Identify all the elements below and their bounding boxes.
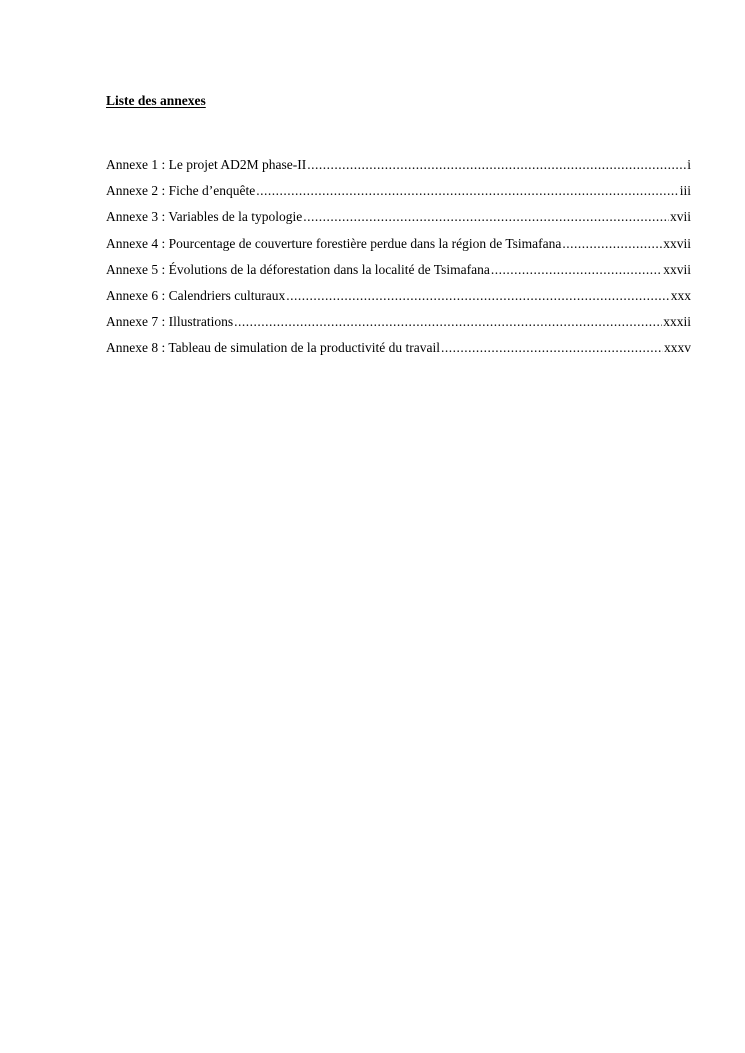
annex-entry-2[interactable] (106, 181, 691, 207)
annex-page-number: xxvii (663, 235, 691, 251)
annex-page-number: xxxii (663, 314, 691, 330)
annex-label: Annexe 6 : Calendriers culturaux (106, 287, 286, 303)
annex-label: Annexe 7 : Illustrations (106, 314, 234, 330)
annex-label: Annexe 2 : Fiche d’enquête (106, 183, 256, 199)
dot-leader (234, 312, 662, 332)
annex-list (106, 155, 691, 365)
dot-leader (256, 181, 679, 201)
annex-entry-1[interactable] (106, 155, 691, 181)
annex-entry-7[interactable] (106, 312, 691, 338)
page-title: Liste des annexes (106, 93, 206, 108)
annex-page-number: iii (679, 183, 691, 199)
annex-label: Annexe 1 : Le projet AD2M phase-II (106, 157, 307, 172)
annex-entry-8[interactable] (106, 338, 691, 364)
annex-entry-3[interactable] (106, 207, 691, 233)
annex-entry-5[interactable] (106, 260, 691, 286)
annex-label: Annexe 3 : Variables de la typologie (106, 209, 303, 225)
annex-entry-4[interactable] (106, 234, 691, 260)
annex-label: Annexe 5 : Évolutions de la déforestation dans la localité de Tsimafana (106, 261, 490, 277)
annex-label: Annexe 8 : Tableau de simulation de la productivité du travail (106, 340, 440, 356)
annex-label: Annexe 4 : Pourcentage de couverture forestière perdue dans la région de Tsimafana (106, 235, 562, 251)
annex-page-number: xxx (670, 287, 691, 303)
dot-leader (307, 155, 686, 175)
annex-entry-6[interactable] (106, 286, 691, 312)
annex-page-number: xxxv (664, 340, 691, 356)
dot-leader (303, 207, 669, 227)
annex-page-number: xvii (669, 209, 691, 225)
annex-page-number: xxvii (663, 261, 691, 277)
annex-page-number: i (687, 157, 691, 172)
dot-leader (562, 234, 662, 254)
dot-leader (491, 260, 662, 280)
dot-leader (286, 286, 670, 306)
dot-leader (441, 338, 663, 358)
